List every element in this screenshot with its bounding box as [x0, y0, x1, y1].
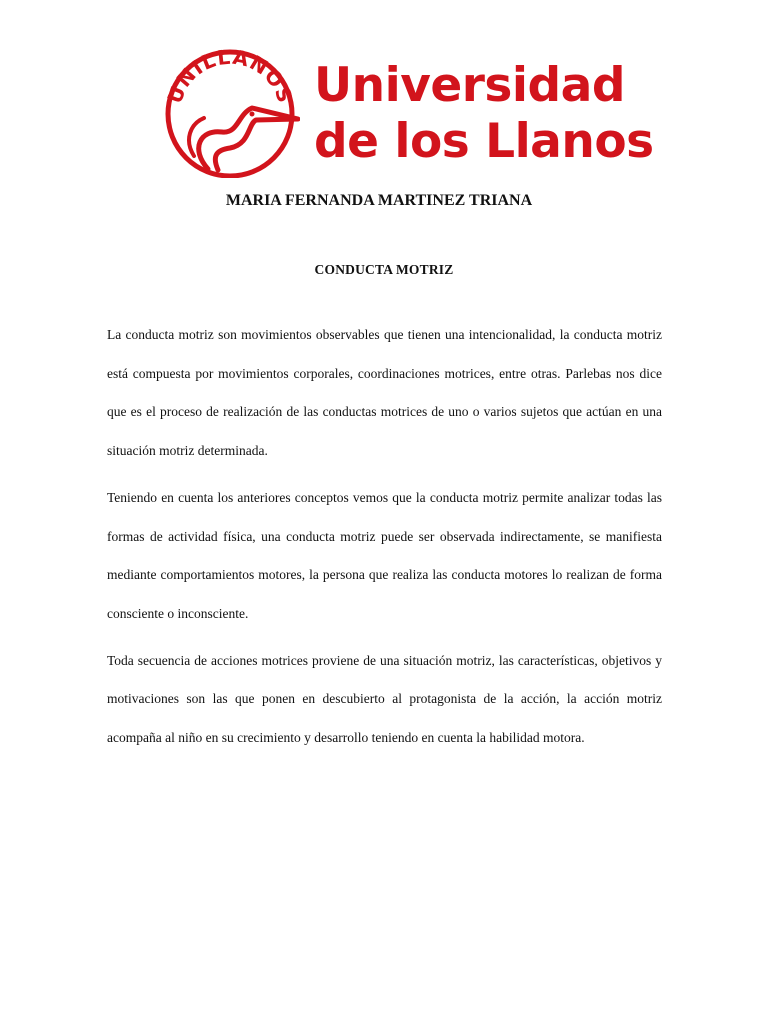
- heron-seal-icon: [160, 44, 300, 178]
- paragraph-2: Teniendo en cuenta los anteriores conceptos vemos que la conducta motriz permite analizar todas las formas de actividad física, una conducta motriz puede ser observada indirectamente, se manifiesta mediante comportamientos motores, la persona que realiza las conducta motores lo realizan de forma consciente o inconsciente.: [107, 489, 662, 621]
- svg-text:UNILLANOS: UNILLANOS: [162, 44, 298, 107]
- wordmark-line-1: Universidad: [314, 58, 626, 113]
- paragraph-3: Toda secuencia de acciones motrices proviene de una situación motriz, las características, objetivos y motivaciones son las que ponen en descubierto al protagonista de la acción, la acción motriz acompaña al niño en su crecimiento y desarrollo teniendo en cuenta la habilidad motora.: [107, 652, 662, 746]
- author-name: [0, 192, 768, 210]
- wordmark-line-2: de los Llanos: [314, 114, 654, 169]
- university-wordmark: [314, 58, 654, 170]
- document-body: [107, 316, 662, 766]
- author-name-text: MARIA FERNANDA MARTINEZ TRIANA: [225, 192, 533, 209]
- university-logo: [160, 44, 654, 178]
- document-title: CONDUCTA MOTRIZ: [314, 262, 454, 277]
- paragraph-1: La conducta motriz son movimientos observables que tienen una intencionalidad, la conducta motriz está compuesta por movimientos corporales, coordinaciones motrices, entre otras. Parlebas nos dice que es el proceso de realización de las conductas motrices de uno o varios sujetos que actúan en una situación motriz determinada.: [107, 327, 662, 459]
